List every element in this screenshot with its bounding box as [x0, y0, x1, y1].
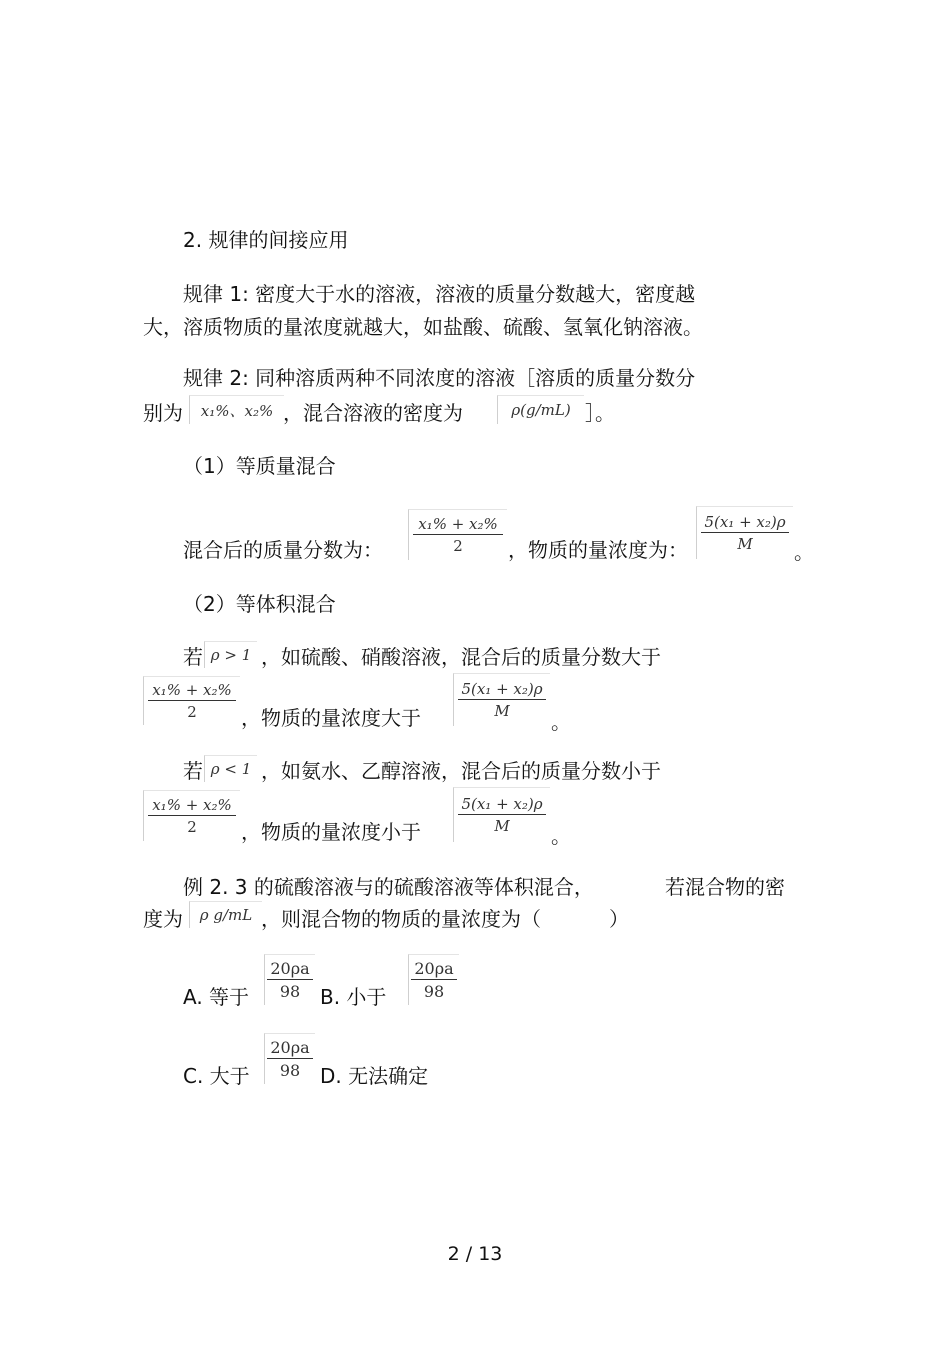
formula-answer-c: [264, 1033, 315, 1084]
formula-denominator: 2: [453, 537, 463, 555]
rule1-line2: 大，溶质物质的量浓度就越大，如盐酸、硫酸、氢氧化钠溶液。: [143, 315, 703, 339]
option-d-label: D. 无法确定: [320, 1064, 429, 1088]
case1-title: （1）等质量混合: [183, 454, 336, 478]
formula-mass-fraction: [143, 790, 240, 841]
formula-denominator: M: [494, 817, 510, 835]
rule1-line1: 规律 1: 密度大于水的溶液，溶液的质量分数越大，密度越: [183, 282, 696, 306]
rule2-line2-mid: ，混合溶液的密度为: [283, 401, 463, 425]
option-c-label: C. 大于: [183, 1064, 250, 1088]
formula-denominator: M: [737, 535, 753, 553]
formula-denominator: 2: [187, 818, 197, 836]
formula-numerator: 5(x₁ + x₂)ρ: [461, 795, 543, 813]
case1-text-c: 。: [794, 540, 814, 564]
case2a-text: ，如硫酸、硝酸溶液，混合后的质量分数大于: [261, 645, 661, 669]
formula-numerator: 5(x₁ + x₂)ρ: [704, 513, 786, 531]
case2-title: （2）等体积混合: [183, 592, 336, 616]
example-line2-b: ，则混合物的物质的量浓度为（: [261, 907, 541, 931]
formula-numerator: x₁% + x₂%: [418, 515, 498, 533]
example-line2-a: 度为: [143, 907, 183, 931]
case2a-period: 。: [551, 710, 571, 734]
case1-text-a: 混合后的质量分数为：: [183, 538, 383, 562]
formula-numerator: 20ρa: [270, 1038, 310, 1057]
page-number: 2 / 13: [447, 1243, 503, 1265]
option-b-label: B. 小于: [320, 985, 387, 1009]
formula-concentration: [696, 506, 793, 559]
section-title: 2. 规律的间接应用: [183, 228, 349, 252]
formula-mass-fraction: [408, 509, 507, 560]
case2b-text: ，如氨水、乙醇溶液，混合后的质量分数小于: [261, 759, 661, 783]
formula-rho-g-ml: ρ g/mL: [189, 901, 262, 928]
example-line2-c: ）: [609, 907, 629, 931]
case2b-prefix: 若: [183, 759, 203, 783]
formula-denominator: M: [494, 702, 510, 720]
option-a-label: A. 等于: [183, 985, 250, 1009]
rule2-line2-end: ］。: [585, 401, 615, 425]
formula-numerator: 20ρa: [414, 959, 454, 978]
formula-denominator: 98: [423, 982, 445, 1001]
formula-mass-fraction: [143, 676, 240, 725]
formula-x-percents: x₁%、x₂%: [189, 395, 284, 424]
case2b-line2: ，物质的量浓度小于: [241, 820, 421, 844]
case2a-prefix: 若: [183, 645, 203, 669]
rule2-line1: 规律 2: 同种溶质两种不同浓度的溶液［溶质的质量分数分: [183, 366, 696, 390]
formula-rho-lt-1: ρ < 1: [204, 755, 257, 782]
formula-denominator: 2: [187, 703, 197, 721]
example-line1-b: 若混合物的密: [665, 875, 785, 899]
formula-numerator: x₁% + x₂%: [152, 681, 232, 699]
formula-answer-b: [408, 954, 459, 1005]
formula-numerator: 20ρa: [270, 959, 310, 978]
formula-concentration: [453, 673, 550, 726]
formula-concentration: [453, 787, 550, 842]
example-line1-a: 例 2. 3 的硫酸溶液与的硫酸溶液等体积混合，: [183, 875, 594, 899]
rule2-line2-start: 别为: [143, 401, 183, 425]
case1-text-b: ，物质的量浓度为：: [508, 538, 688, 562]
formula-answer-a: [264, 954, 315, 1005]
case2b-period: 。: [551, 824, 571, 848]
case2a-line2: ，物质的量浓度大于: [241, 706, 421, 730]
formula-denominator: 98: [279, 982, 301, 1001]
formula-numerator: 5(x₁ + x₂)ρ: [461, 680, 543, 698]
formula-rho-unit: ρ(g/mL): [497, 395, 584, 424]
formula-rho-gt-1: ρ > 1: [204, 641, 257, 668]
formula-numerator: x₁% + x₂%: [152, 796, 232, 814]
formula-denominator: 98: [279, 1061, 301, 1080]
